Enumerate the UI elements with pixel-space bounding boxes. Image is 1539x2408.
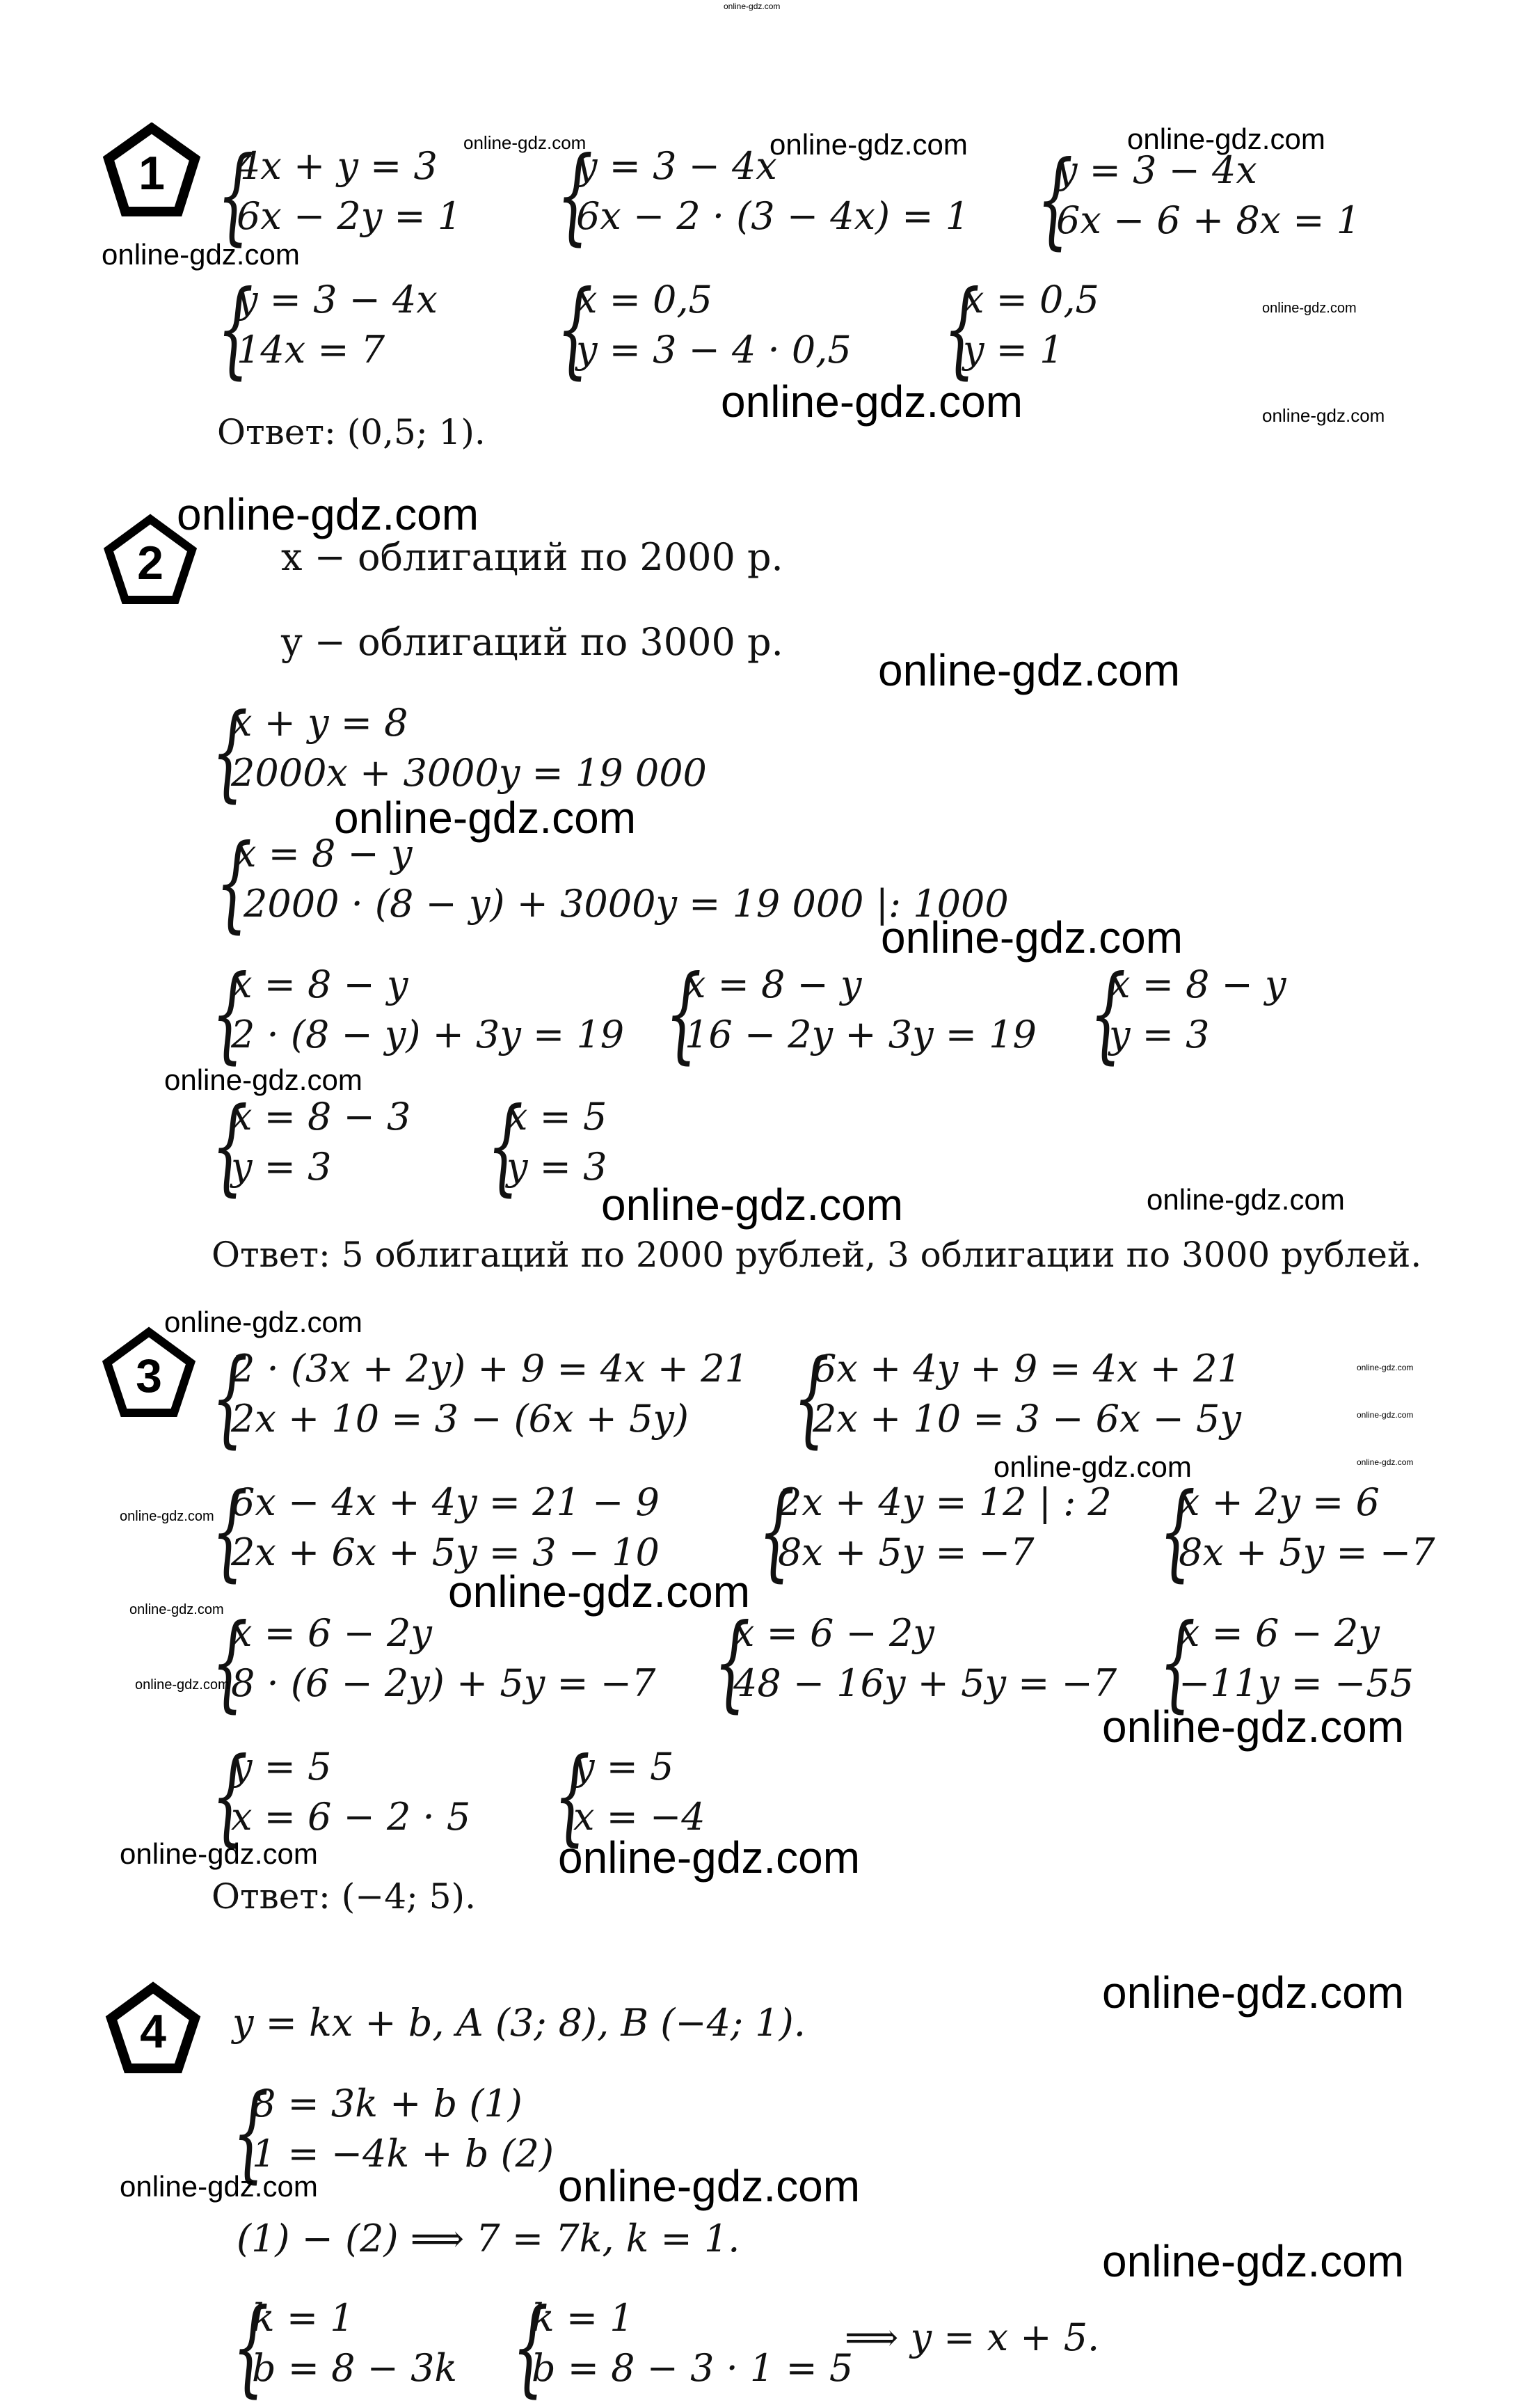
p3-s9-line1: y = 5 — [231, 1745, 332, 1789]
p2-s6-line2: y = 3 — [231, 1145, 332, 1189]
watermark: online-gdz.com — [721, 377, 1023, 427]
watermark: online-gdz.com — [102, 238, 300, 271]
p4-line1: y = kx + b, A (3; 8), B (−4; 1). — [232, 2001, 806, 2045]
p2-s5-line1: x = 8 − y — [1109, 963, 1286, 1006]
p2-s4-line1: x = 8 − y — [685, 963, 862, 1006]
p2-s7-line2: y = 3 — [507, 1145, 607, 1189]
p2-s4-line2: 16 − 2y + 3y = 19 — [685, 1013, 1037, 1056]
p3-s5-line1: x + 2y = 6 — [1179, 1480, 1380, 1524]
p1-s4-line1: y = 3 − 4x — [237, 278, 438, 322]
watermark: online-gdz.com — [558, 1832, 860, 1883]
watermark: online-gdz.com — [135, 1677, 230, 1693]
p3-answer: Ответ: (−4; 5). — [212, 1876, 476, 1917]
problem-4-number: 4 — [140, 2005, 166, 2058]
watermark: online-gdz.com — [164, 1063, 362, 1096]
p4-s1-line1: 8 = 3k + b (1) — [252, 2082, 523, 2125]
p2-s1-line2: 2000x + 3000y = 19 000 — [231, 751, 707, 795]
p3-s7-line2: 48 − 16y + 5y = −7 — [733, 1661, 1117, 1705]
p1-s3-line2: 6x − 6 + 8x = 1 — [1056, 198, 1361, 242]
problem-3-number: 3 — [136, 1349, 162, 1402]
watermark: online-gdz.com — [334, 793, 636, 843]
p2-s3-line1: x = 8 − y — [231, 963, 408, 1006]
p1-answer: Ответ: (0,5; 1). — [217, 412, 486, 452]
watermark: online-gdz.com — [448, 1567, 750, 1617]
watermark: online-gdz.com — [164, 1306, 362, 1338]
watermark: online-gdz.com — [1262, 301, 1357, 316]
p3-s8-line2: −11y = −55 — [1179, 1661, 1414, 1705]
p1-s1-line2: 6x − 2y = 1 — [237, 194, 462, 238]
p2-s1-line1: x + y = 8 — [231, 701, 408, 745]
watermark: online-gdz.com — [881, 912, 1183, 963]
watermark: online-gdz.com — [770, 128, 968, 161]
watermark: online-gdz.com — [120, 1509, 214, 1524]
p1-s6-line2: y = 1 — [963, 328, 1064, 372]
p2-answer: Ответ: 5 облигаций по 2000 рублей, 3 облигации по 3000 рублей. — [212, 1235, 1422, 1275]
p2-s2-line2: 2000 · (8 − y) + 3000y = 19 000 |: 1000 — [244, 882, 1009, 926]
watermark: online-gdz.com — [1357, 1410, 1414, 1420]
p3-s10-line2: x = −4 — [573, 1795, 705, 1839]
watermark: online-gdz.com — [1262, 405, 1385, 426]
p3-s9-line2: x = 6 − 2 · 5 — [231, 1795, 471, 1839]
p3-s1-line2: 2x + 10 = 3 − (6x + 5y) — [231, 1397, 689, 1441]
p1-s4-line2: 14x = 7 — [237, 328, 385, 372]
watermark: online-gdz.com — [177, 489, 479, 539]
problem-3-badge-icon — [100, 1325, 198, 1423]
p1-s3-line1: y = 3 − 4x — [1056, 148, 1257, 192]
p2-s2-line1: x = 8 − y — [235, 832, 413, 876]
p2-define-x: x − облигаций по 2000 р. — [281, 535, 783, 579]
watermark: online-gdz.com — [994, 1450, 1192, 1483]
watermark-top: online-gdz.com — [724, 1, 781, 11]
p3-s7-line1: x = 6 − 2y — [733, 1611, 934, 1655]
p4-s3-line1: k = 1 — [532, 2296, 634, 2340]
p4-line2: (1) − (2) ⟹ 7 = 7k, k = 1. — [237, 2217, 740, 2260]
p4-conclusion: ⟹ y = x + 5. — [845, 2315, 1100, 2359]
p3-s2-line1: 6x + 4y + 9 = 4x + 21 — [813, 1347, 1241, 1391]
watermark: online-gdz.com — [1102, 1702, 1404, 1752]
p3-s2-line2: 2x + 10 = 3 − 6x − 5y — [813, 1397, 1241, 1441]
problem-4-badge-icon — [104, 1981, 202, 2078]
p1-s5-line1: x = 0,5 — [576, 278, 712, 322]
watermark: online-gdz.com — [1102, 1967, 1404, 2018]
p3-s1-line1: 2 · (3x + 2y) + 9 = 4x + 21 — [231, 1347, 749, 1391]
p1-s1-line1: 4x + y = 3 — [237, 144, 438, 188]
watermark: online-gdz.com — [120, 2170, 318, 2203]
watermark: online-gdz.com — [558, 2161, 860, 2211]
watermark: online-gdz.com — [1127, 122, 1325, 155]
p2-s5-line2: y = 3 — [1109, 1013, 1210, 1056]
watermark: online-gdz.com — [120, 1837, 318, 1870]
p3-s6-line1: x = 6 − 2y — [231, 1611, 432, 1655]
problem-2-number: 2 — [137, 537, 164, 589]
p3-s4-line1: 2x + 4y = 12 | : 2 — [778, 1480, 1112, 1524]
watermark: online-gdz.com — [1357, 1457, 1414, 1467]
watermark: online-gdz.com — [601, 1180, 903, 1230]
p3-s5-line2: 8x + 5y = −7 — [1179, 1530, 1435, 1574]
p3-s3-line2: 2x + 6x + 5y = 3 − 10 — [231, 1530, 660, 1574]
p3-s6-line2: 8 · (6 − 2y) + 5y = −7 — [231, 1661, 656, 1705]
p4-s2-line1: k = 1 — [252, 2296, 354, 2340]
p3-s10-line1: y = 5 — [573, 1745, 674, 1789]
watermark: online-gdz.com — [878, 645, 1180, 695]
p1-s2-line1: y = 3 − 4x — [576, 144, 777, 188]
watermark: online-gdz.com — [129, 1602, 224, 1617]
problem-1-number: 1 — [138, 147, 165, 200]
watermark: online-gdz.com — [463, 132, 587, 153]
p1-s5-line2: y = 3 − 4 · 0,5 — [576, 328, 852, 372]
p3-s4-line2: 8x + 5y = −7 — [778, 1530, 1035, 1574]
p2-s7-line1: x = 5 — [507, 1095, 607, 1139]
p1-s6-line1: x = 0,5 — [963, 278, 1099, 322]
p3-s8-line1: x = 6 − 2y — [1179, 1611, 1380, 1655]
p2-s6-line1: x = 8 − 3 — [231, 1095, 411, 1139]
p1-s2-line2: 6x − 2 · (3 − 4x) = 1 — [576, 194, 970, 238]
p4-s1-line2: 1 = −4k + b (2) — [252, 2132, 555, 2176]
p4-s2-line2: b = 8 − 3k — [252, 2346, 458, 2390]
p2-define-y: y − облигаций по 3000 р. — [281, 620, 783, 664]
problem-1-badge-icon — [103, 122, 200, 220]
p3-s3-line1: 6x − 4x + 4y = 21 − 9 — [231, 1480, 660, 1524]
watermark: online-gdz.com — [1147, 1183, 1345, 1216]
p2-s3-line2: 2 · (8 − y) + 3y = 19 — [231, 1013, 625, 1056]
watermark: online-gdz.com — [1102, 2236, 1404, 2286]
watermark: online-gdz.com — [1357, 1363, 1414, 1372]
p4-s3-line2: b = 8 − 3 · 1 = 5 — [532, 2346, 854, 2390]
